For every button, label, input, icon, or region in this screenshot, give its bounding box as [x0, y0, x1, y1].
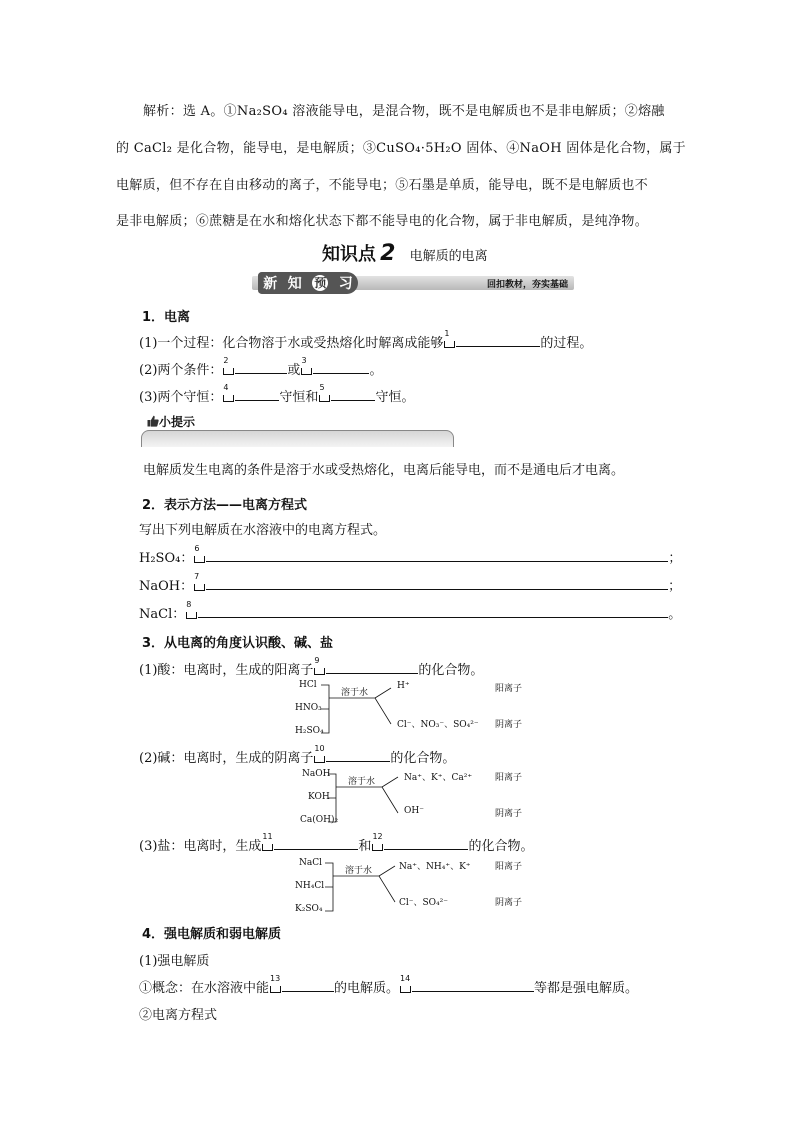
salt-nh4cl: NH₄Cl — [295, 881, 325, 891]
section4-sub1: (1)强电解质 — [139, 954, 210, 969]
banner-char-4: 习 — [338, 276, 353, 292]
analysis-line-3: 电解质，但不存在自由移动的离子，不能导电；⑤石墨是单质，能导电，既不是电解质也不 — [116, 178, 649, 193]
base-pre: (2)碱：电离时，生成的阴离子 — [139, 751, 314, 766]
anion-tag: 阴离子 — [495, 898, 523, 908]
item2-pre: (2)两个条件： — [139, 363, 223, 378]
item3-pre: (3)两个守恒： — [139, 390, 223, 405]
concept-pre: ①概念：在水溶液中能 — [139, 981, 270, 996]
tip-box — [141, 430, 454, 447]
answer-blank-11[interactable] — [274, 835, 358, 850]
answer-box-icon: 11 — [261, 836, 273, 852]
acid-h2so4: H₂SO₄ — [295, 726, 324, 736]
acid-cation: H⁺ — [397, 681, 410, 691]
base-diagram — [300, 769, 540, 829]
answer-box-icon: 3 — [300, 360, 312, 376]
equation-end: ； — [668, 551, 682, 566]
item1-pre: (1)一个过程：化合物溶于水或受热熔化时解离成能够 — [139, 336, 444, 351]
item3-post: 守恒。 — [375, 390, 415, 405]
acid-diagram — [295, 680, 535, 740]
answer-blank-3[interactable] — [313, 359, 369, 374]
equation-end: 。 — [668, 607, 682, 622]
equation-row-h2so4 — [139, 544, 682, 566]
banner-tag — [258, 272, 358, 294]
cation-tag: 阳离子 — [495, 862, 523, 872]
concept-mid: 的电解质。 — [334, 981, 400, 996]
knowledge-point-number: 2 — [380, 241, 396, 266]
answer-box-icon: 5 — [318, 387, 330, 403]
salt-post: 的化合物。 — [468, 839, 534, 854]
answer-blank-9[interactable] — [326, 659, 418, 674]
section4-heading: 4．强电解质和弱电解质 — [142, 927, 282, 942]
salt-diagram — [295, 858, 535, 918]
equation-label: NaCl： — [139, 607, 186, 622]
answer-box-icon: 13 — [269, 978, 281, 994]
answer-box-icon: 6 — [193, 548, 205, 564]
salt-pre: (3)盐：电离时，生成 — [139, 839, 262, 854]
salt-k2so4: K₂SO₄ — [295, 904, 323, 914]
tip-text: 电解质发生电离的条件是溶于水或受热熔化，电离后能导电，而不是通电后才电离。 — [143, 463, 625, 478]
answer-blank-14[interactable] — [412, 977, 534, 992]
answer-blank-5[interactable] — [331, 386, 375, 401]
answer-box-icon: 1 — [443, 333, 455, 349]
section1-heading: 1．电离 — [142, 310, 191, 325]
item2-mid: 或 — [287, 363, 301, 378]
analysis-line-2: 的 CaCl₂ 是化合物，能导电，是电解质；③CuSO₄·5H₂O 固体、④NaOH 固体是化合物，属于 — [116, 141, 686, 156]
dissolve-label: 溶于水 — [345, 866, 373, 876]
answer-blank-6[interactable] — [206, 547, 668, 562]
knowledge-point-title: 知识点 — [322, 244, 376, 265]
equation-end: ； — [668, 579, 682, 594]
acid-anions: Cl⁻、NO₃⁻、SO₄²⁻ — [397, 720, 479, 730]
banner-right-text: 回扣教材，夯实基础 — [486, 280, 568, 290]
thumbs-up-icon — [147, 415, 159, 427]
anion-tag: 阴离子 — [495, 720, 523, 730]
answer-blank-7[interactable] — [206, 575, 668, 590]
answer-blank-8[interactable] — [198, 603, 668, 618]
tip-title: 小提示 — [159, 415, 196, 429]
answer-blank-2[interactable] — [235, 359, 287, 374]
knowledge-point-subtitle: 电解质的电离 — [409, 249, 488, 264]
section2-intro: 写出下列电解质在水溶液中的电离方程式。 — [139, 523, 387, 538]
salt-cations: Na⁺、NH₄⁺、K⁺ — [399, 862, 471, 872]
answer-blank-4[interactable] — [235, 386, 279, 401]
answer-blank-10[interactable] — [326, 747, 390, 762]
equation-row-naoh — [139, 572, 682, 594]
base-cations: Na⁺、K⁺、Ca²⁺ — [404, 773, 473, 783]
answer-box-icon: 10 — [313, 748, 325, 764]
section2-heading: 2．表示方法——电离方程式 — [142, 498, 308, 513]
banner-char-2: 知 — [287, 276, 302, 292]
answer-box-icon: 9 — [313, 660, 325, 676]
answer-blank-1[interactable] — [456, 332, 540, 347]
base-koh: KOH — [308, 792, 330, 802]
knowledge-point-heading — [322, 240, 488, 266]
acid-definition — [139, 656, 484, 678]
section1-item2 — [139, 356, 383, 378]
dissolve-label: 溶于水 — [348, 777, 376, 787]
section-banner — [252, 272, 574, 294]
cation-tag: 阳离子 — [495, 684, 523, 694]
anion-tag: 阴离子 — [495, 809, 523, 819]
item1-post: 的过程。 — [540, 336, 593, 351]
concept-post: 等都是强电解质。 — [534, 981, 639, 996]
acid-post: 的化合物。 — [418, 663, 484, 678]
salt-anions: Cl⁻、SO₄²⁻ — [399, 898, 449, 908]
acid-pre: (1)酸：电离时，生成的阳离子 — [139, 663, 314, 678]
answer-box-icon: 2 — [222, 360, 234, 376]
analysis-line-4: 是非电解质；⑥蔗糖是在水和熔化状态下都不能导电的化合物，属于非电解质，是纯净物。 — [116, 214, 649, 229]
banner-char-3: 预 — [314, 276, 327, 290]
answer-blank-12[interactable] — [384, 835, 468, 850]
item3-mid: 守恒和 — [279, 390, 319, 405]
section3-heading: 3．从电离的角度认识酸、碱、盐 — [142, 636, 334, 651]
base-naoh: NaOH — [302, 769, 331, 779]
equation-label: H₂SO₄： — [139, 551, 194, 566]
item2-post: 。 — [369, 363, 383, 378]
answer-box-icon: 4 — [222, 387, 234, 403]
section1-item1 — [139, 329, 593, 351]
answer-blank-13[interactable] — [282, 977, 334, 992]
base-definition — [139, 744, 456, 766]
base-caoh2: Ca(OH)₂ — [300, 815, 339, 825]
section4-sub2: ②电离方程式 — [139, 1008, 218, 1023]
strong-electrolyte-concept — [139, 974, 639, 996]
answer-box-icon: 8 — [185, 604, 197, 620]
answer-box-icon: 7 — [193, 576, 205, 592]
tip-header — [147, 413, 195, 430]
salt-nacl: NaCl — [299, 858, 323, 868]
salt-mid: 和 — [358, 839, 372, 854]
acid-hcl: HCl — [299, 680, 317, 690]
dissolve-label: 溶于水 — [341, 688, 369, 698]
equation-label: NaOH： — [139, 579, 194, 594]
banner-char-1: 新 — [263, 276, 278, 292]
acid-hno3: HNO₃ — [295, 703, 322, 713]
answer-box-icon: 12 — [371, 836, 383, 852]
equation-row-nacl — [139, 600, 682, 622]
base-anion: OH⁻ — [404, 806, 424, 816]
salt-definition — [139, 832, 534, 854]
cation-tag: 阳离子 — [495, 773, 523, 783]
base-post: 的化合物。 — [390, 751, 456, 766]
section1-item3 — [139, 383, 415, 405]
answer-box-icon: 14 — [399, 978, 411, 994]
analysis-line-1: 解析：选 A。①Na₂SO₄ 溶液能导电，是混合物，既不是电解质也不是非电解质；②熔融 — [143, 104, 665, 119]
